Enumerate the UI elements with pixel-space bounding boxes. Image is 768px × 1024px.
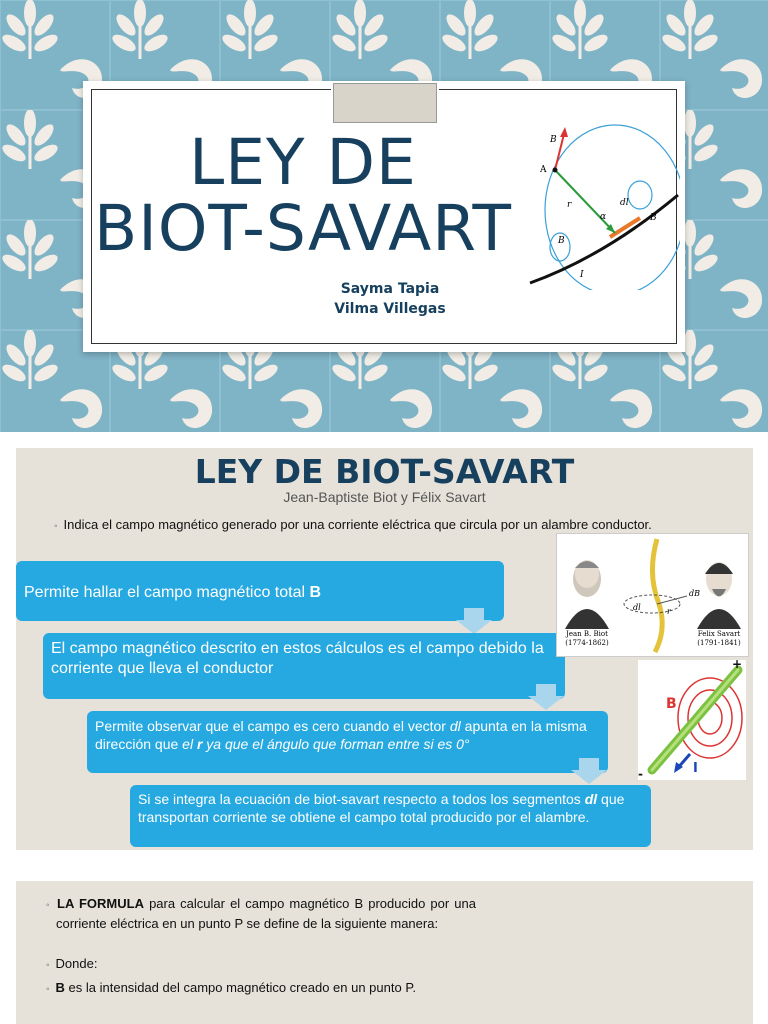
step-3-text-a: Permite observar que el campo es cero cuando el vector <box>95 718 450 734</box>
bullet-icon: ◦ <box>46 984 50 995</box>
step-4-text-b: que transportan corriente se obtiene el campo total producido por el alambre. <box>138 791 625 825</box>
title-slide <box>0 0 768 432</box>
magnet-label-minus: - <box>638 767 643 780</box>
formula-heading: LA FORMULA <box>57 896 144 911</box>
donde-text: Donde: <box>55 956 98 971</box>
step-3-dl: dl <box>449 718 461 734</box>
step-3-text-c: ya que el ángulo que forman entre si es 0° <box>202 736 470 752</box>
author-2: Vilma Villegas <box>334 301 446 317</box>
process-step-4 <box>130 785 651 847</box>
diagram-label-B-loop: B <box>650 213 657 223</box>
biot-savart-diagram <box>520 115 680 290</box>
portrait-left-years: (1774-1862) <box>565 639 609 647</box>
process-step-2 <box>43 633 565 699</box>
bullet-text: Indica el campo magnético generado por una corriente eléctrica que circula por un alambre conductor. <box>63 517 652 532</box>
portrait-right-years: (1791-1841) <box>697 639 741 647</box>
slide-2-title: LEY DE BIOT-SAVART <box>194 452 575 491</box>
magnetic-field-illustration <box>638 660 746 780</box>
b-definition-paragraph <box>46 979 476 999</box>
process-step-3 <box>87 711 608 773</box>
diagram-label-I: I <box>580 270 584 280</box>
step-2-text: El campo magnético descrito en estos cálculos es el campo debido la corriente que lleva el conductor <box>51 640 544 677</box>
svg-text:r: r <box>667 607 671 616</box>
author-1: Sayma Tapia <box>340 281 440 297</box>
step-3-r: r <box>196 736 203 752</box>
bullet-icon: ◦ <box>46 900 52 911</box>
donde-paragraph <box>46 955 466 975</box>
diagram-label-A: A <box>540 165 547 175</box>
portrait-left-caption: Jean B. Biot <box>566 630 608 638</box>
step-1-text: Permite hallar el campo magnético total <box>24 584 306 601</box>
authors <box>300 279 480 319</box>
diagram-label-B: B <box>550 135 557 145</box>
formula-text: para calcular el campo magnético B producido por una corriente eléctrica en un punto P se define de la siguiente manera: <box>56 896 476 931</box>
diagram-label-alpha: α <box>600 212 607 222</box>
step-1-bold: B <box>309 584 322 601</box>
step-4-dl: dl <box>584 791 598 807</box>
magnet-label-B: B <box>666 696 677 712</box>
diagram-label-B-lower: B <box>558 236 565 246</box>
b-symbol: B <box>55 980 65 995</box>
bullet-icon: ◦ <box>46 960 50 971</box>
title-tab-decoration <box>331 81 439 125</box>
step-3-el: el <box>182 736 197 752</box>
diagram-label-dl: dl <box>620 198 629 208</box>
step-3-text-b: apunta en la misma dirección que <box>95 718 587 752</box>
content-slide-1 <box>16 448 753 850</box>
portraits-illustration <box>557 534 748 656</box>
svg-text:dl: dl <box>633 603 641 612</box>
magnet-label-plus: + <box>732 660 743 671</box>
biot-savart-portraits <box>556 533 749 657</box>
slide-title <box>83 126 523 265</box>
diagram-label-r: r <box>567 200 572 210</box>
title-line-2: BIOT-SAVART <box>94 192 512 265</box>
title-line-1: LEY DE <box>189 126 417 199</box>
b-definition-text: es la intensidad del campo magnético creado en un punto P. <box>64 980 416 995</box>
step-4-text-a: Si se integra la ecuación de biot-savart respecto a todos los segmentos <box>138 791 585 807</box>
portrait-right-caption: Felix Savart <box>697 630 741 638</box>
content-slide-2 <box>16 881 753 1024</box>
magnet-label-I: I <box>693 761 698 776</box>
bullet-icon: ◦ <box>54 521 58 532</box>
process-step-1 <box>16 561 504 621</box>
formula-paragraph <box>46 895 476 933</box>
svg-text:dB: dB <box>689 589 700 598</box>
slide-2-subtitle: Jean-Baptiste Biot y Félix Savart <box>283 489 486 505</box>
